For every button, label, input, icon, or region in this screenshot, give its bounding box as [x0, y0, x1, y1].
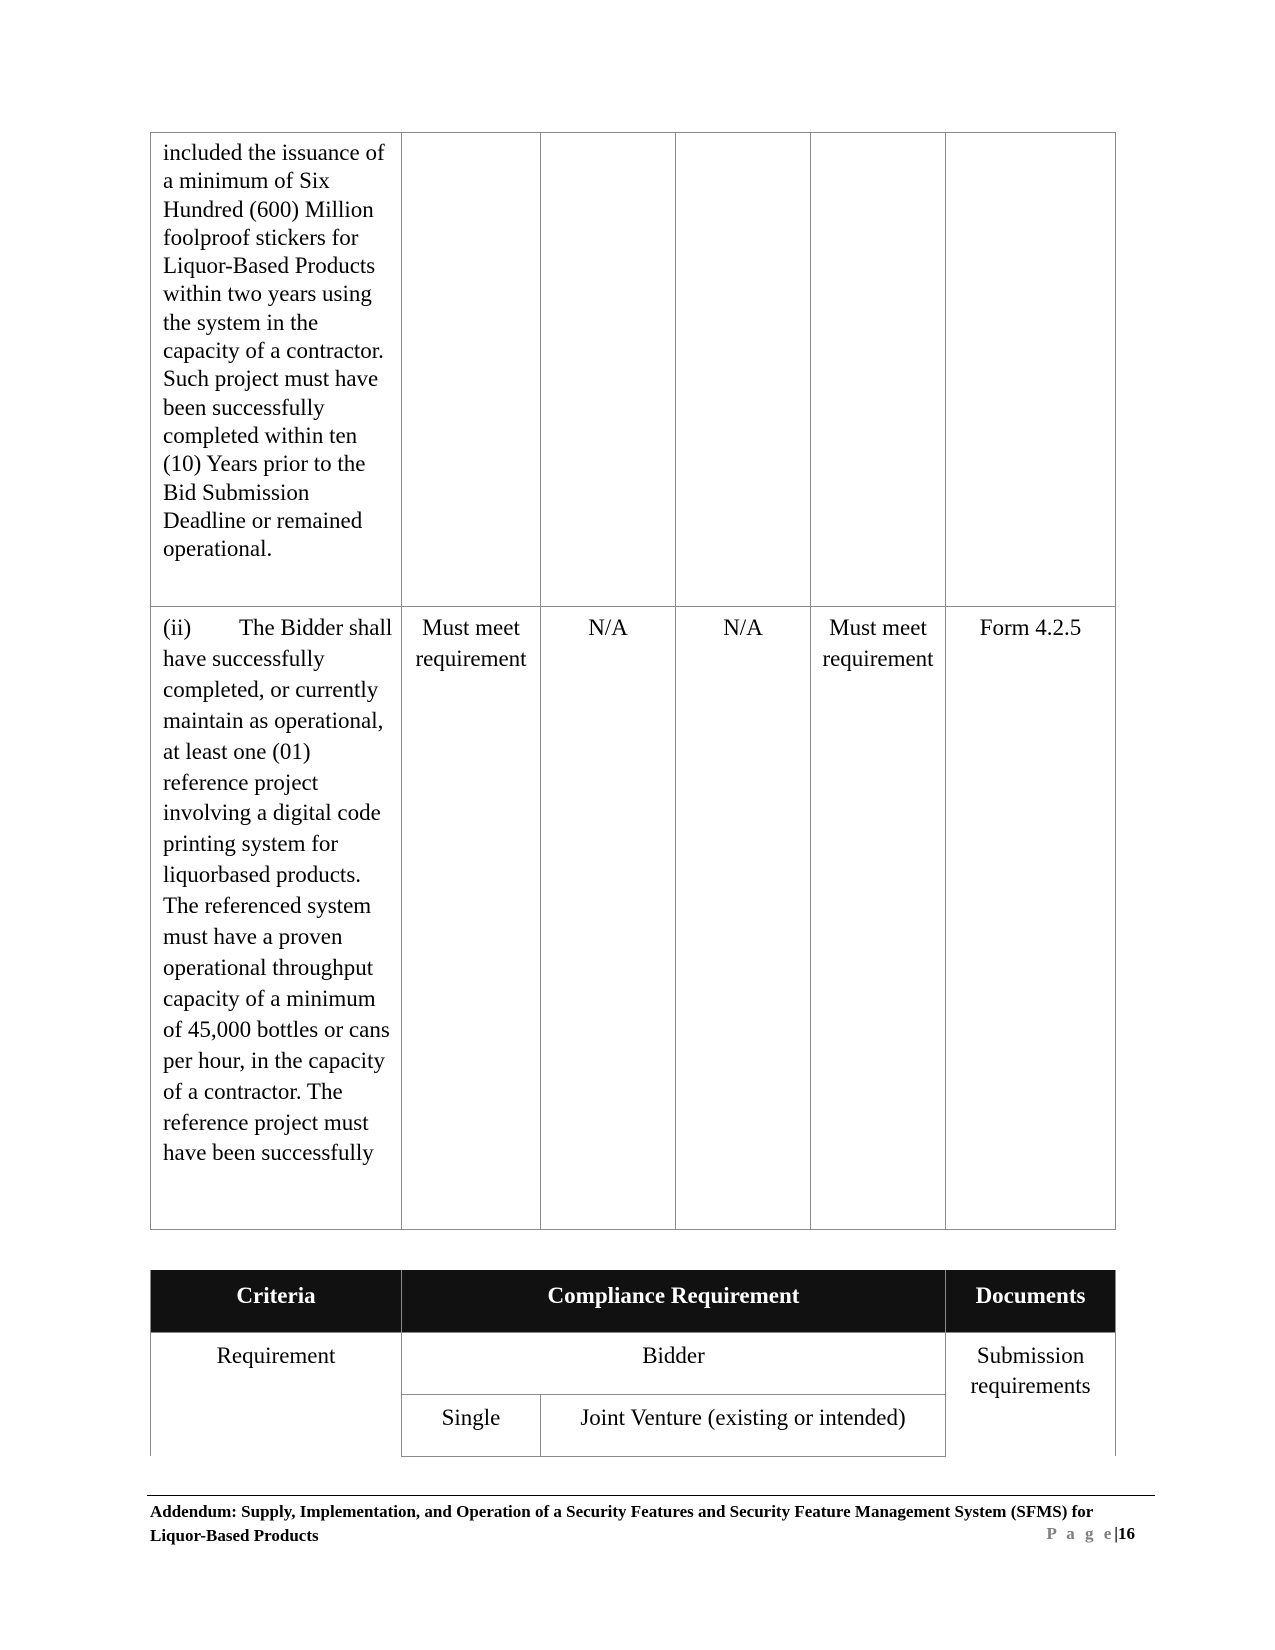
- jv-each-cell: [676, 133, 811, 607]
- criteria-table-continuation: [150, 132, 1116, 1230]
- criteria-text: included the issuance of a minimum of Six Hundred (600) Million foolproof stickers for Liquor-Based Products within two years using the system in the capacity of a contractor. Such project must have been successfully completed within ten (10) Years prior to the Bid Submission Deadline or remained operational.: [163, 140, 385, 562]
- single-cell: Must meet requirement: [402, 607, 541, 1230]
- bidder-cell: Bidder: [402, 1332, 946, 1394]
- footer-title: Addendum: Supply, Implementation, and Operation of a Security Features and Security Feature Management System (SFMS) for Liquor-Based Products: [150, 1502, 1094, 1545]
- jv-one-cell: Must meet requirement: [811, 607, 946, 1230]
- page-separator: |: [1114, 1524, 1118, 1543]
- table-row: [151, 607, 1116, 1230]
- page-number: [1047, 1524, 1136, 1544]
- footer-divider: [147, 1495, 1155, 1496]
- documents-cell: [946, 133, 1116, 607]
- criteria-label: (ii): [163, 615, 192, 640]
- submission-cell: Submission requirements: [946, 1332, 1116, 1456]
- criteria-text: The Bidder shall have successfully completed, or currently maintain as operational, at least one (01) reference project involving a digital code printing system for liquorbased products. The referenced system must have a proven operational throughput capacity of a minimum of 45,000 bottles or cans per hour, in the capacity of a contractor. The reference project must have been successfully: [163, 615, 393, 1166]
- compliance-header: Compliance Requirement: [402, 1270, 946, 1332]
- joint-venture-header-cell: Joint Venture (existing or intended): [541, 1394, 946, 1456]
- single-cell: [402, 133, 541, 607]
- table-row: [151, 1332, 1116, 1394]
- documents-header: Documents: [946, 1270, 1116, 1332]
- jv-all-cell: [541, 133, 676, 607]
- jv-one-cell: [811, 133, 946, 607]
- page-number-value: 16: [1118, 1524, 1135, 1543]
- single-header-cell: Single: [402, 1394, 541, 1456]
- requirement-cell: Requirement: [151, 1332, 402, 1456]
- documents-cell: Form 4.2.5: [946, 607, 1116, 1230]
- criteria-cell: [151, 133, 402, 607]
- page-label: P a g e: [1046, 1524, 1115, 1543]
- table-header-row: [151, 1270, 1116, 1332]
- criteria-header: Criteria: [151, 1270, 402, 1332]
- criteria-table-header: [150, 1270, 1116, 1457]
- criteria-cell: [151, 607, 402, 1230]
- table-row: [151, 133, 1116, 607]
- jv-all-cell: N/A: [541, 607, 676, 1230]
- jv-each-cell: N/A: [676, 607, 811, 1230]
